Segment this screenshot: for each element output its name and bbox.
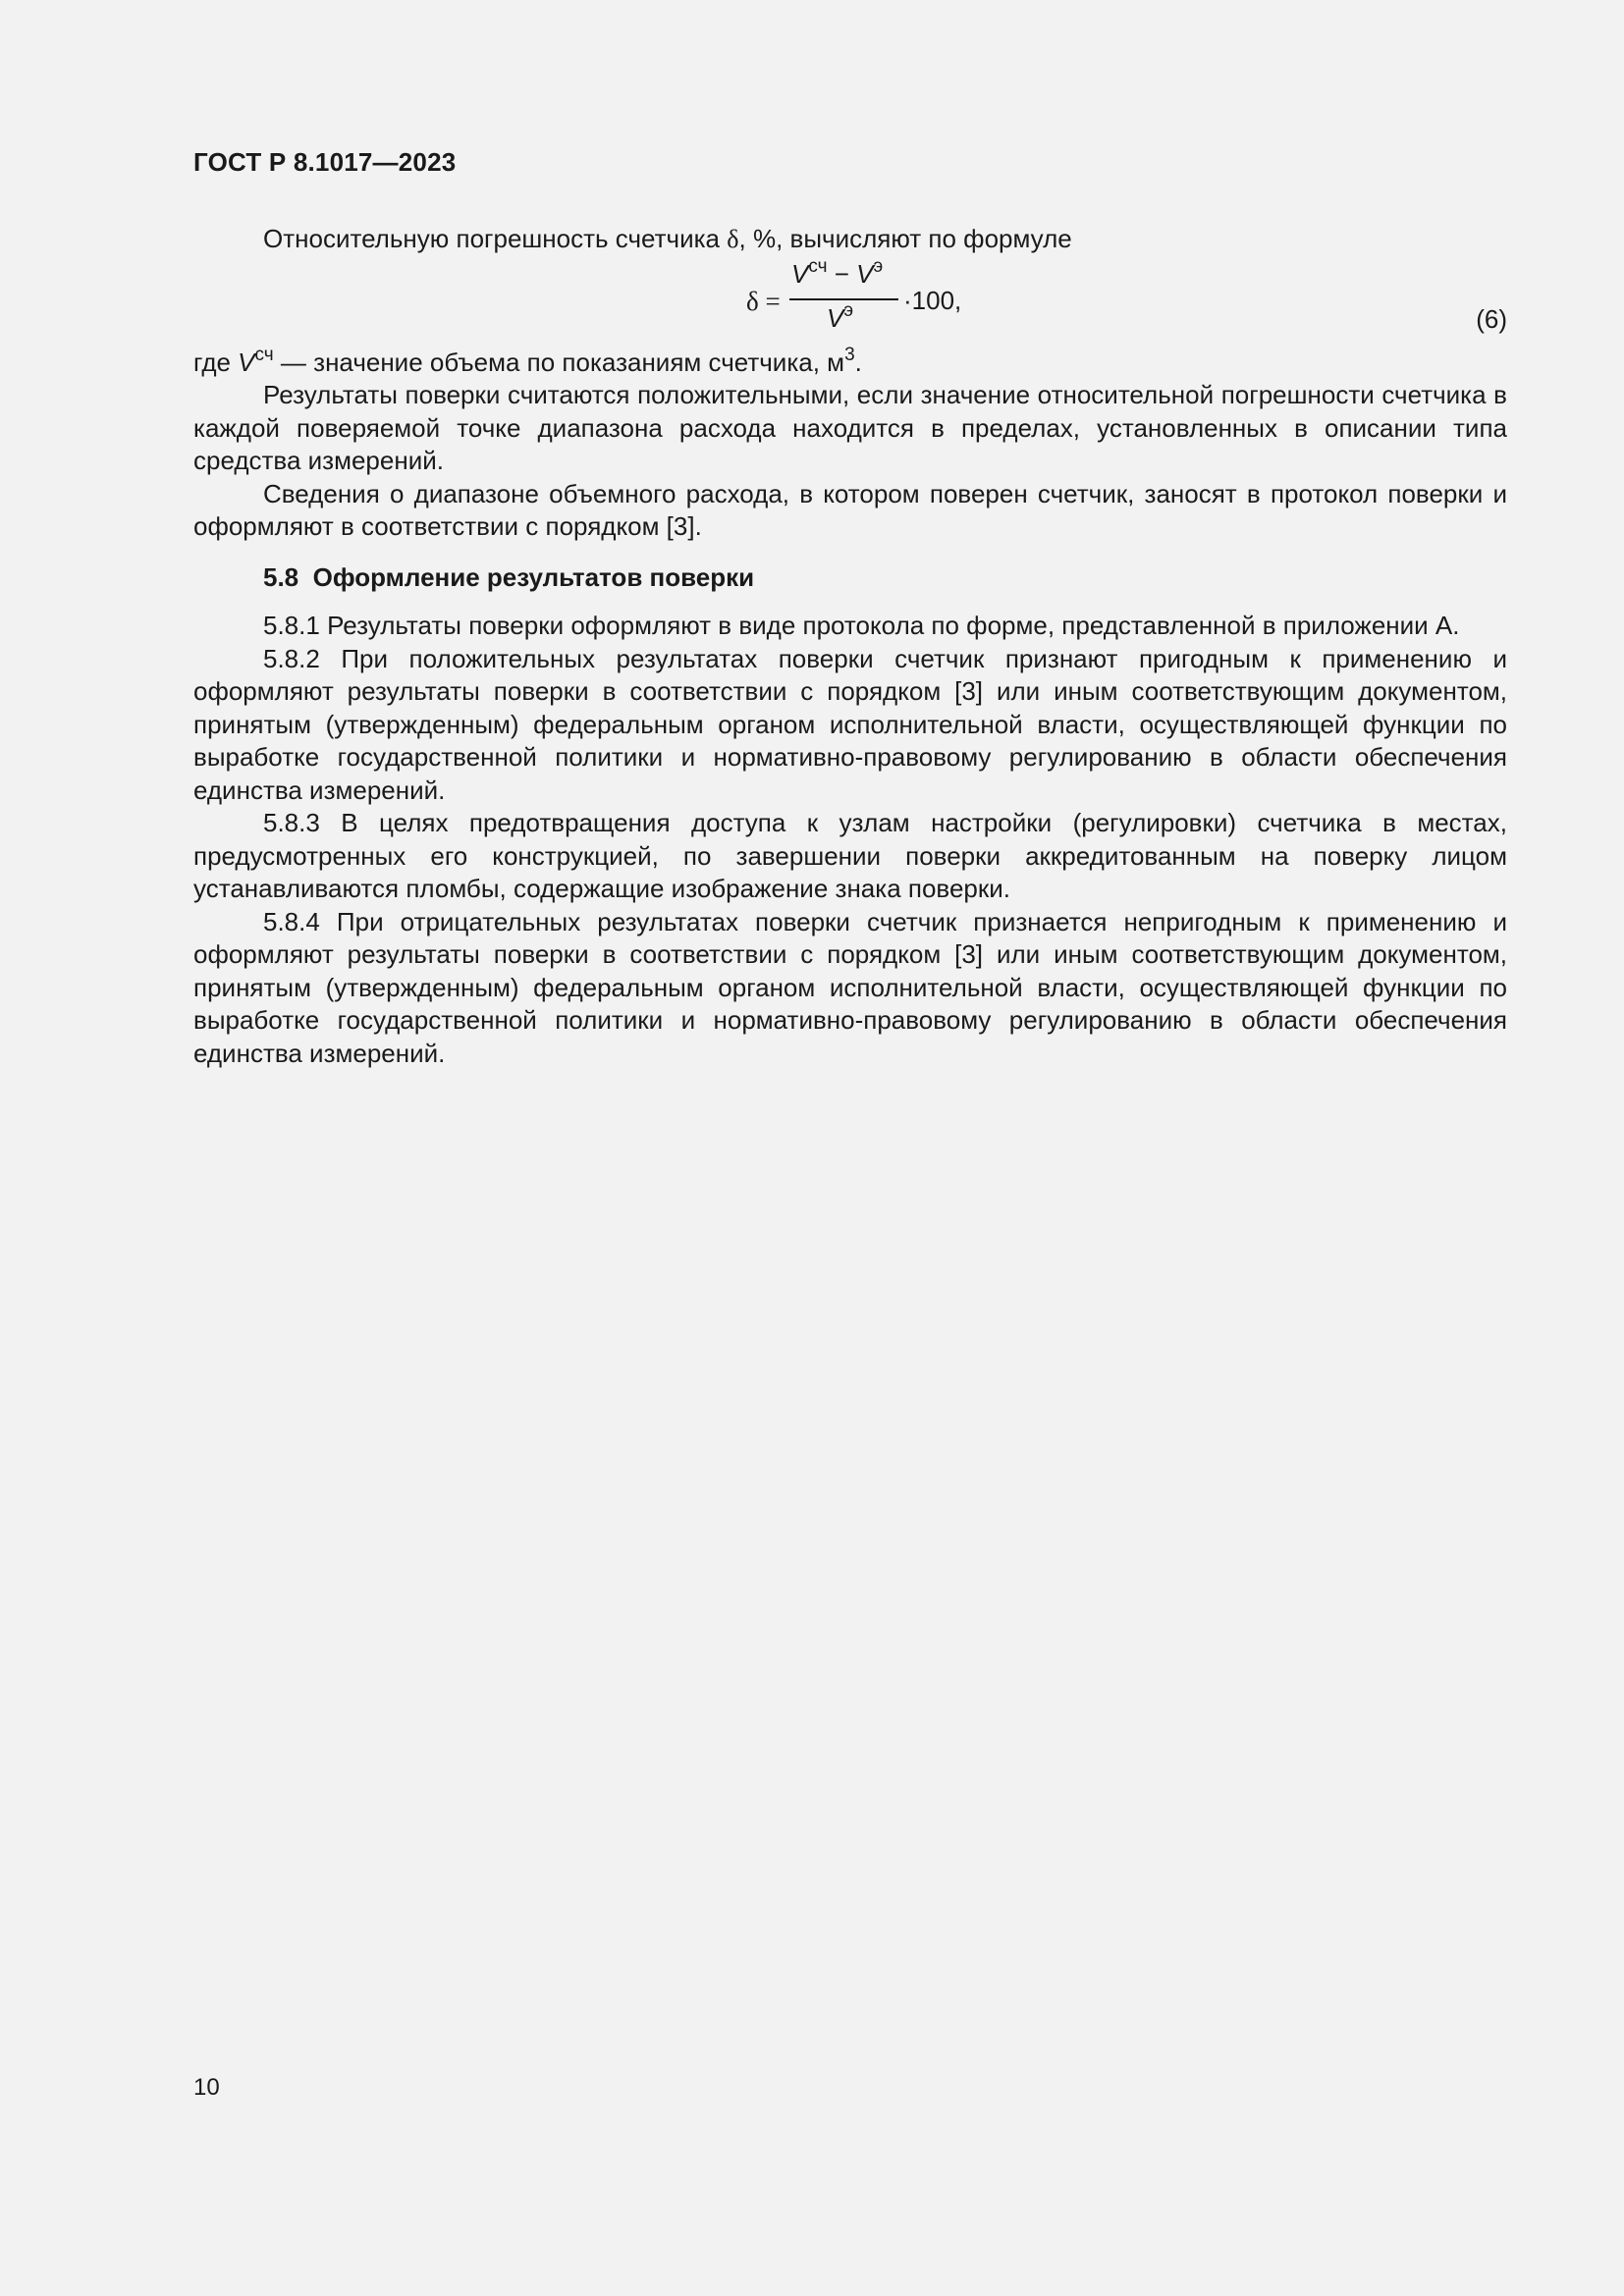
delta-symbol: δ: [727, 225, 739, 253]
clause-number: 5.8.2: [263, 643, 320, 673]
numerator-var-1: V: [791, 258, 809, 289]
denominator-var: V: [827, 302, 844, 333]
page-body: [193, 223, 1507, 1070]
clause-5-8-4: [193, 906, 1507, 1071]
formula-numerator: [791, 255, 884, 292]
denominator-sup: э: [843, 299, 854, 321]
clause-text: В целях предотвращения доступа к узлам настройки (регулировки) счетчика в местах, предусмотренных его конструкцией, по завершении поверки аккредитованным на поверку лицом устанавливаются пломбы, содержащие изображение знака поверки.: [193, 808, 1507, 903]
section-number: 5.8: [263, 561, 299, 592]
formula-lhs: δ =: [746, 286, 781, 316]
equation-number: (6): [1476, 303, 1507, 334]
clause-number: 5.8.1: [263, 611, 320, 640]
numerator-var-2: V: [856, 258, 874, 289]
section-heading: [193, 561, 1507, 595]
clause-5-8-3: [193, 807, 1507, 906]
formula-intro: [193, 223, 1507, 256]
where-end: .: [854, 347, 862, 377]
where-var-sup: сч: [254, 344, 274, 365]
intro-text-before: Относительную погрешность счетчика: [263, 224, 728, 253]
clause-5-8-1: [193, 610, 1507, 643]
relative-error-formula: [746, 255, 982, 347]
formula-6: [193, 255, 1507, 347]
clause-text: При положительных результатах поверки счетчик признают пригодным к применению и оформляют результаты поверки в соответствии с порядком [3] или иным соответствующим документом, принятым (утвержденным) федеральным органом исполнительной власти, осуществляющей функции по выработке государственной политики и нормативно-правовому регулированию в области обеспечения единства измерений.: [193, 643, 1507, 805]
where-var: V: [238, 347, 255, 377]
clause-number: 5.8.3: [263, 808, 320, 837]
page-number: 10: [193, 2074, 220, 2101]
clause-text: При отрицательных результатах поверки счетчик признается непригодным к применению и оформляют результаты поверки в соответствии с порядком [3] или иным соответствующим документом, принятым (утвержденным) федеральным органом исполнительной власти, осуществляющей функции по выработке государственной политики и нормативно-правовому регулированию в области обеспечения единства измерений.: [193, 906, 1507, 1068]
clause-number: 5.8.4: [263, 906, 320, 936]
formula-denominator: [827, 299, 854, 336]
where-text: — значение объема по показаниям счетчика, м: [273, 347, 845, 377]
numerator-sup-1: сч: [808, 255, 828, 277]
paragraph-results-positive: Результаты поверки считаются положительными, если значение относительной погрешности счетчика в каждой поверяемой точке диапазона расхода находится в пределах, установленных в описании типа средства измерений.: [193, 380, 1507, 475]
intro-text-after: , %, вычисляют по формуле: [738, 224, 1072, 253]
where-explanation: [193, 344, 1507, 380]
section-title: Оформление результатов поверки: [312, 561, 755, 592]
where-unit-sup: 3: [844, 344, 855, 365]
clause-text: Результаты поверки оформляют в виде протокола по форме, представленной в приложении А.: [327, 611, 1460, 640]
numerator-sup-2: э: [873, 255, 884, 277]
formula-multiplier: ·100,: [903, 285, 962, 315]
paragraph-range-info: Сведения о диапазоне объемного расхода, в котором поверен счетчик, заносят в протокол поверки и оформляют в соответствии с порядком [3].: [193, 478, 1507, 541]
document-code-header: ГОСТ Р 8.1017—2023: [193, 147, 457, 177]
numerator-minus: −: [827, 258, 857, 289]
where-prefix: где: [193, 347, 239, 377]
clause-5-8-2: [193, 643, 1507, 808]
